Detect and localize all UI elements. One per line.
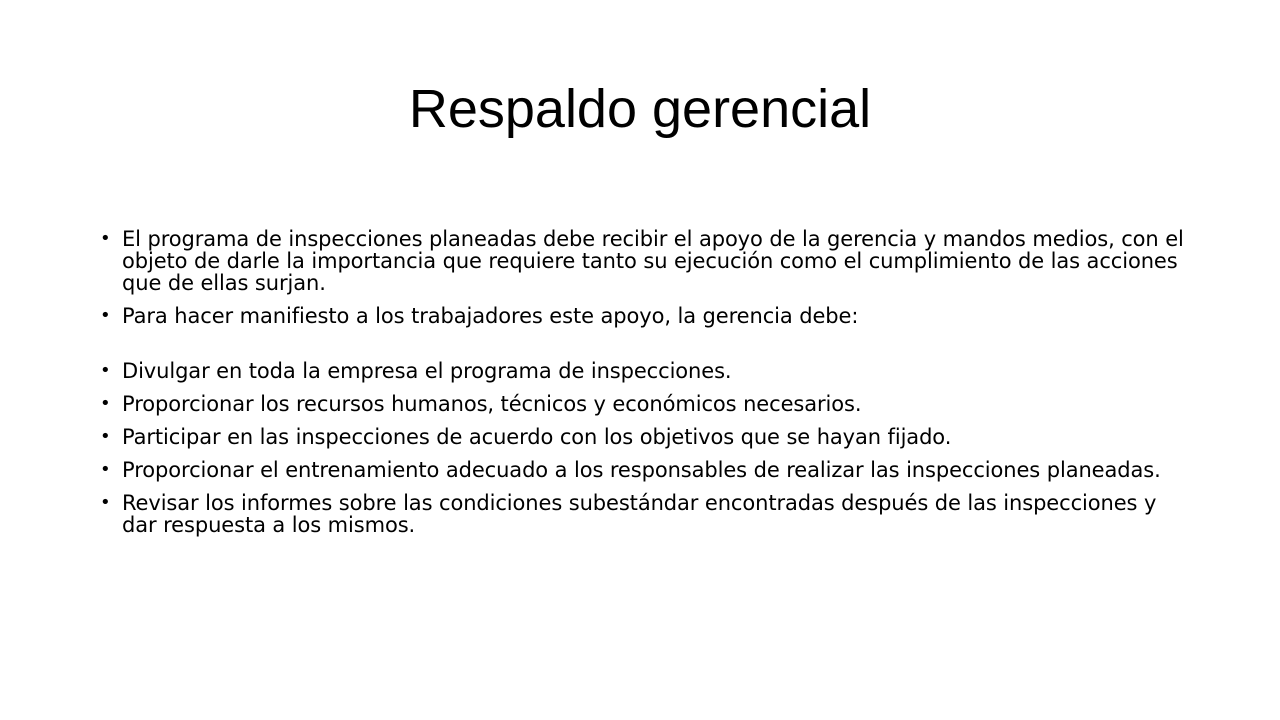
list-item-text: Divulgar en toda la empresa el programa de inspecciones. <box>122 359 732 383</box>
list-item <box>100 459 1190 481</box>
bullet-icon: • <box>100 393 111 414</box>
list-item <box>100 305 1190 327</box>
bullet-icon: • <box>100 305 111 326</box>
bullet-icon: • <box>100 360 111 381</box>
list-item-text: Revisar los informes sobre las condiciones subestándar encontradas después de las inspecciones y dar respuesta a los mismos. <box>122 491 1157 537</box>
list-item-text: Proporcionar el entrenamiento adecuado a los responsables de realizar las inspecciones planeadas. <box>122 458 1161 482</box>
list-item <box>100 426 1190 448</box>
list-item-text: Proporcionar los recursos humanos, técnicos y económicos necesarios. <box>122 392 862 416</box>
list-item-text: Participar en las inspecciones de acuerdo con los objetivos que se hayan fijado. <box>122 425 952 449</box>
list-item <box>100 492 1190 536</box>
bullet-icon: • <box>100 459 111 480</box>
bullet-list <box>100 228 1190 536</box>
list-item-text: Para hacer manifiesto a los trabajadores este apoyo, la gerencia debe: <box>122 304 859 328</box>
bullet-icon: • <box>100 228 111 249</box>
bullet-icon: • <box>100 426 111 447</box>
list-item <box>100 360 1190 382</box>
list-item-text: El programa de inspecciones planeadas debe recibir el apoyo de la gerencia y mandos medios, con el objeto de darle la importancia que requiere tanto su ejecución como el cumplimiento de las acciones que de ellas surjan. <box>122 227 1184 295</box>
list-item <box>100 228 1190 294</box>
bullet-icon: • <box>100 492 111 513</box>
slide-title: Respaldo gerencial <box>408 79 872 139</box>
list-item <box>100 393 1190 415</box>
